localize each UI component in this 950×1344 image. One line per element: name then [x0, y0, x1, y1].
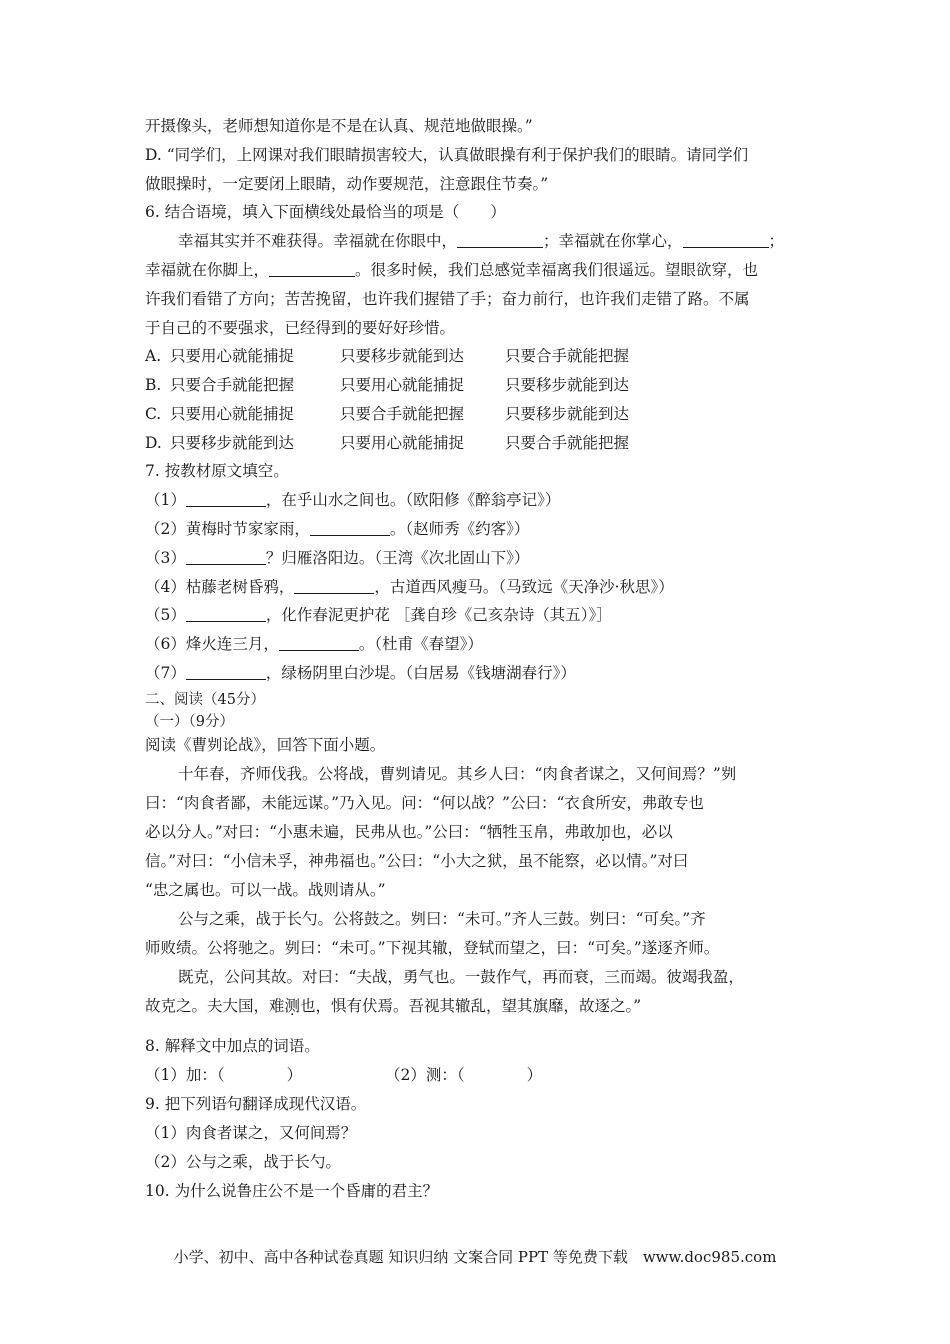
option-part: 只要合手就能把握: [505, 434, 630, 452]
question-9-title: 9. 把下列语句翻译成现代汉语。: [145, 1095, 367, 1113]
answer-blank: [186, 664, 266, 680]
option-part: 只要合手就能把握: [170, 376, 295, 394]
q7-item: [145, 663, 576, 683]
q6-text: 。很多时候，我们总感觉幸福离我们很遥远。望眼欲穿，也: [355, 261, 759, 279]
reading-intro: 阅读《曹刿论战》，回答下面小题。: [145, 736, 386, 754]
q6-option-a: [145, 346, 665, 366]
passage-line: [145, 822, 673, 842]
passage-line: 既克，公问其故。对曰：“夫战，勇气也。一鼓作气，再而衰，三而竭。彼竭我盈，: [178, 968, 744, 986]
q7-text: （2）黄梅时节家家雨，: [145, 520, 310, 538]
q7-text: （4）枯藤老树昏鸦，: [145, 578, 295, 596]
q7-text: （3）: [145, 549, 186, 567]
q9-item: （1）肉食者谋之，又何间焉？: [145, 1124, 357, 1142]
q7-item: [145, 548, 529, 568]
answer-blank: [683, 232, 769, 248]
q6-text: 幸福就在你脚上，: [145, 261, 270, 279]
q7-text: 。（杜甫《春望》）: [358, 635, 483, 653]
answer-blank: [457, 232, 543, 248]
q7-text: （6）烽火连三月，: [145, 635, 279, 653]
page-footer: 小学、初中、高中各种试卷真题 知识归纳 文案合同 PPT 等免费下载 www.doc985.com: [173, 1248, 777, 1266]
q6-passage-line: 于自己的不要强求，已经得到的要好好珍惜。: [145, 319, 456, 337]
passage-line: 曰：“肉食者鄙，未能远谋。”乃入见。问：“何以战？”公曰：“衣食所安，弗敢专也: [145, 794, 704, 812]
q8-item: （1）加：（ ）: [145, 1066, 303, 1084]
option-part: 只要用心就能捕捉: [340, 376, 465, 394]
q7-text: （5）: [145, 606, 186, 624]
option-d-line: D. “同学们，上网课对我们眼睛损害较大，认真做眼操有利于保护我们的眼睛。请同学们: [145, 146, 749, 164]
q7-item: [145, 577, 674, 597]
question-8-title: 8. 解释文中加点的词语。: [145, 1037, 320, 1055]
q7-item: [145, 605, 612, 625]
q7-item: [145, 490, 560, 510]
q6-passage-line: [178, 231, 784, 251]
q7-text: （1）: [145, 491, 186, 509]
passage-text: 也，惧有伏焉。吾视其辙乱，望其旗靡，故逐之。”: [300, 997, 642, 1015]
option-part: 只要移步就能到达: [505, 405, 630, 423]
q6-option-c: [145, 404, 665, 424]
option-part: 只要用心就能捕捉: [170, 347, 295, 365]
passage-line: 公与之乘，战于长勺。公将鼓之。刿曰：“未可。”齐人三鼓。刿曰：“可矣。”齐: [178, 910, 706, 928]
text-line: 开摄像头，老师想知道你是不是在认真、规范地做眼操。”: [145, 117, 533, 135]
q6-option-b: [145, 375, 665, 395]
question-6-title: 6. 结合语境，填入下面横线处最恰当的项是（ ）: [145, 203, 506, 221]
passage-text: 也，必以: [610, 823, 673, 841]
passage-line: [145, 996, 641, 1016]
q8-items: [145, 1065, 595, 1085]
dotted-word: 测: [284, 997, 301, 1015]
passage-line: 师败绩。公将驰之。刿曰：“未可。”下视其辙，登轼而望之，曰：“可矣。”遂逐齐师。: [145, 939, 720, 957]
option-part: 只要合手就能把握: [505, 347, 630, 365]
question-10-title: 10. 为什么说鲁庄公不是一个昏庸的君主？: [145, 1182, 439, 1200]
q6-text: ；幸福就在你掌心，: [543, 232, 683, 250]
option-label: D.: [145, 434, 162, 452]
q6-text: ；: [768, 232, 785, 250]
q7-text: 。（赵师秀《约客》）: [389, 520, 530, 538]
option-part: 只要合手就能把握: [340, 405, 465, 423]
option-label: A.: [145, 347, 162, 365]
passage-line: 十年春，齐师伐我。公将战，曹刿请见。其乡人曰：“肉食者谋之，又何间焉？”刿: [178, 765, 737, 783]
option-label: B.: [145, 376, 162, 394]
subsection-heading: （一）（9分）: [145, 714, 234, 730]
q6-passage-line: 许我们看错了方向；苦苦挽留，也许我们握错了手；奋力前行，也许我们走错了路。不属: [145, 290, 750, 308]
q6-option-d: [145, 433, 665, 453]
section-heading: 二、阅读（45分）: [145, 692, 265, 708]
option-part: 只要移步就能到达: [340, 347, 465, 365]
passage-text: 必以分人。”对曰：“小惠未遍，民弗从也。”公曰：“牺牲玉帛，弗敢: [145, 823, 596, 841]
answer-blank: [186, 549, 266, 565]
answer-blank: [310, 520, 390, 536]
option-part: 只要用心就能捕捉: [170, 405, 295, 423]
q7-text: ，在乎山水之间也。（欧阳修《醉翁亭记》）: [265, 491, 561, 509]
answer-blank: [186, 491, 266, 507]
q7-text: （7）: [145, 664, 186, 682]
answer-blank: [269, 261, 355, 277]
q7-text: ？归雁洛阳边。（王湾《次北固山下》）: [265, 549, 530, 567]
question-7-title: 7. 按教材原文填空。: [145, 462, 289, 480]
q8-item: （2）测：（ ）: [385, 1066, 543, 1084]
q6-text: 幸福其实并不难获得。幸福就在你眼中，: [178, 232, 458, 250]
option-part: 只要用心就能捕捉: [340, 434, 465, 452]
option-part: 只要移步就能到达: [505, 376, 630, 394]
passage-line: “忠之属也。可以一战。战则请从。”: [145, 881, 386, 899]
option-label: C.: [145, 405, 162, 423]
answer-blank: [186, 606, 266, 622]
option-part: 只要移步就能到达: [170, 434, 295, 452]
q6-passage-line: [145, 260, 758, 280]
q7-item: [145, 519, 529, 539]
q7-text: ，绿杨阴里白沙堤。（白居易《钱塘湖春行》）: [265, 664, 576, 682]
answer-blank: [294, 578, 374, 594]
text-line: 做眼操时，一定要闭上眼睛，动作要规范，注意跟住节奏。”: [145, 175, 549, 193]
q7-item: [145, 634, 483, 654]
dotted-word: 加: [595, 823, 611, 841]
answer-blank: [279, 635, 359, 651]
q7-text: ，化作春泥更护花 ［龚自珍《己亥杂诗（其五）》］: [265, 606, 612, 624]
passage-text: 故克之。夫大国，难: [145, 997, 285, 1015]
passage-line: 信。”对曰：“小信未孚，神弗福也。”公曰：“小大之狱，虽不能察，必以情。”对曰: [145, 852, 689, 870]
q7-text: ，古道西风瘦马。（马致远《天净沙·秋思》）: [374, 578, 674, 596]
q9-item: （2）公与之乘，战于长勺。: [145, 1153, 341, 1171]
